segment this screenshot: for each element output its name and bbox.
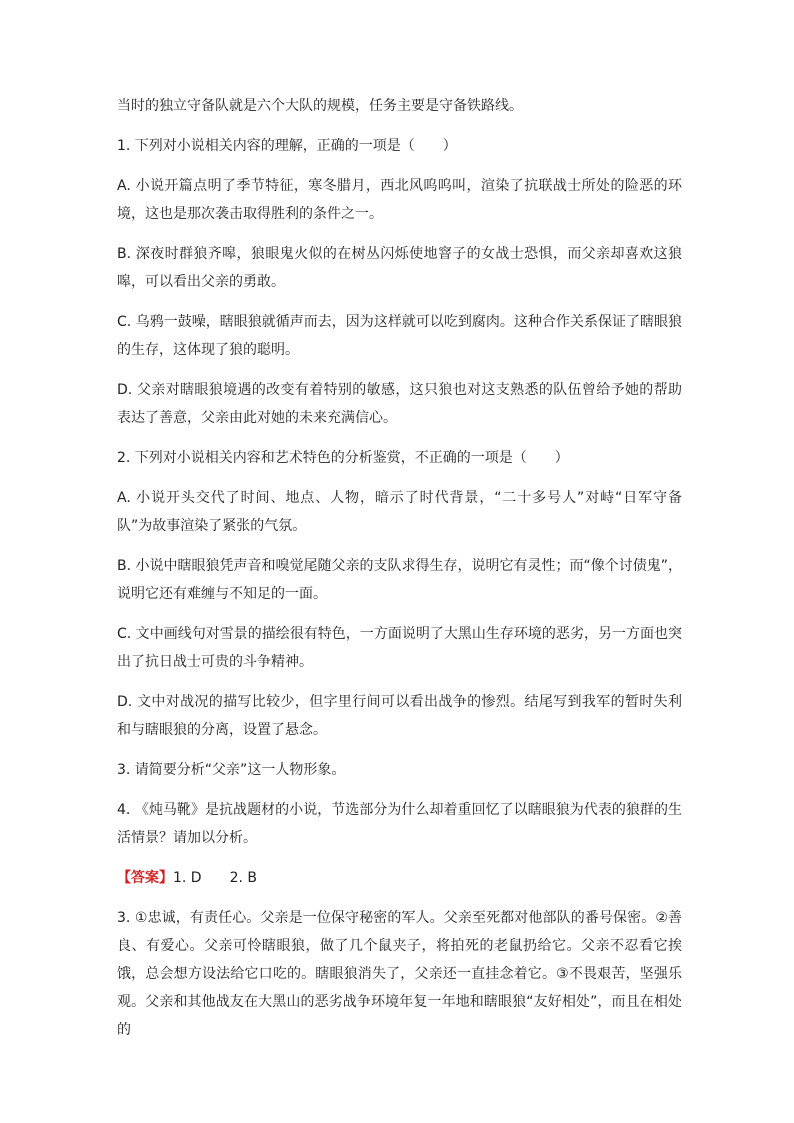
answer-line <box>117 864 682 892</box>
question-3: 3. 请简要分析“父亲”这一人物形象。 <box>117 762 346 778</box>
question-2: 2. 下列对小说相关内容和艺术特色的分析鉴赏，不正确的一项是（ ） <box>117 450 569 466</box>
answer-text: 1. D 2. B <box>173 870 257 886</box>
answer-label: 【答案】 <box>117 870 173 886</box>
question-1-option-b: B. 深夜时群狼齐嗥，狼眼鬼火似的在树丛闪烁使地窨子的女战士恐惧，而父亲却喜欢这狼嗥，可以看出父亲的勇敢。 <box>117 246 682 290</box>
question-1-option-d: D. 父亲对瞎眼狼境遇的改变有着特别的敏感，这只狼也对这支熟悉的队伍曾给予她的帮助表达了善意，父亲由此对她的未来充满信心。 <box>117 382 682 426</box>
question-2-option-d: D. 文中对战况的描写比较少，但字里行间可以看出战争的惨烈。结尾写到我军的暂时失利和与瞎眼狼的分离，设置了悬念。 <box>117 694 682 738</box>
question-2-option-b: B. 小说中瞎眼狼凭声音和嗅觉尾随父亲的支队求得生存，说明它有灵性；而“像个讨债鬼”，说明它还有难缠与不知足的一面。 <box>117 558 683 602</box>
answer-3: 3. ①忠诚，有责任心。父亲是一位保守秘密的军人。父亲至死都对他部队的番号保密。②善良、有爱心。父亲可怜瞎眼狼，做了几个鼠夹子，将拍死的老鼠扔给它。父亲不忍看它挨饿，总会想方设法给它口吃的。瞎眼狼消失了，父亲还一直挂念着它。③不畏艰苦，坚强乐观。父亲和其他战友在大黑山的恶劣战争环境年复一年地和瞎眼狼“友好相处”，而且在相处的 <box>117 910 682 1038</box>
question-4: 4. 《炖马靴》是抗战题材的小说，节选部分为什么却着重回忆了以瞎眼狼为代表的狼群的生活情景？请加以分析。 <box>117 802 682 846</box>
question-2-option-a: A. 小说开头交代了时间、地点、人物，暗示了时代背景，“二十多号人”对峙“日军守备队”为故事渲染了紧张的气氛。 <box>117 490 682 534</box>
paragraph-intro: 当时的独立守备队就是六个大队的规模，任务主要是守备铁路线。 <box>117 98 523 114</box>
question-2-option-c: C. 文中画线句对雪景的描绘很有特色，一方面说明了大黑山生存环境的恶劣，另一方面也突出了抗日战士可贵的斗争精神。 <box>117 626 682 670</box>
document-body <box>117 92 682 1056</box>
question-1-option-c: C. 乌鸦一鼓噪，瞎眼狼就循声而去，因为这样就可以吃到腐肉。这种合作关系保证了瞎眼狼的生存，这体现了狼的聪明。 <box>117 314 682 358</box>
question-1: 1. 下列对小说相关内容的理解，正确的一项是（ ） <box>117 138 457 154</box>
question-1-option-a: A. 小说开篇点明了季节特征，寒冬腊月，西北风呜呜叫，渲染了抗联战士所处的险恶的环境，这也是那次袭击取得胜利的条件之一。 <box>117 178 682 222</box>
